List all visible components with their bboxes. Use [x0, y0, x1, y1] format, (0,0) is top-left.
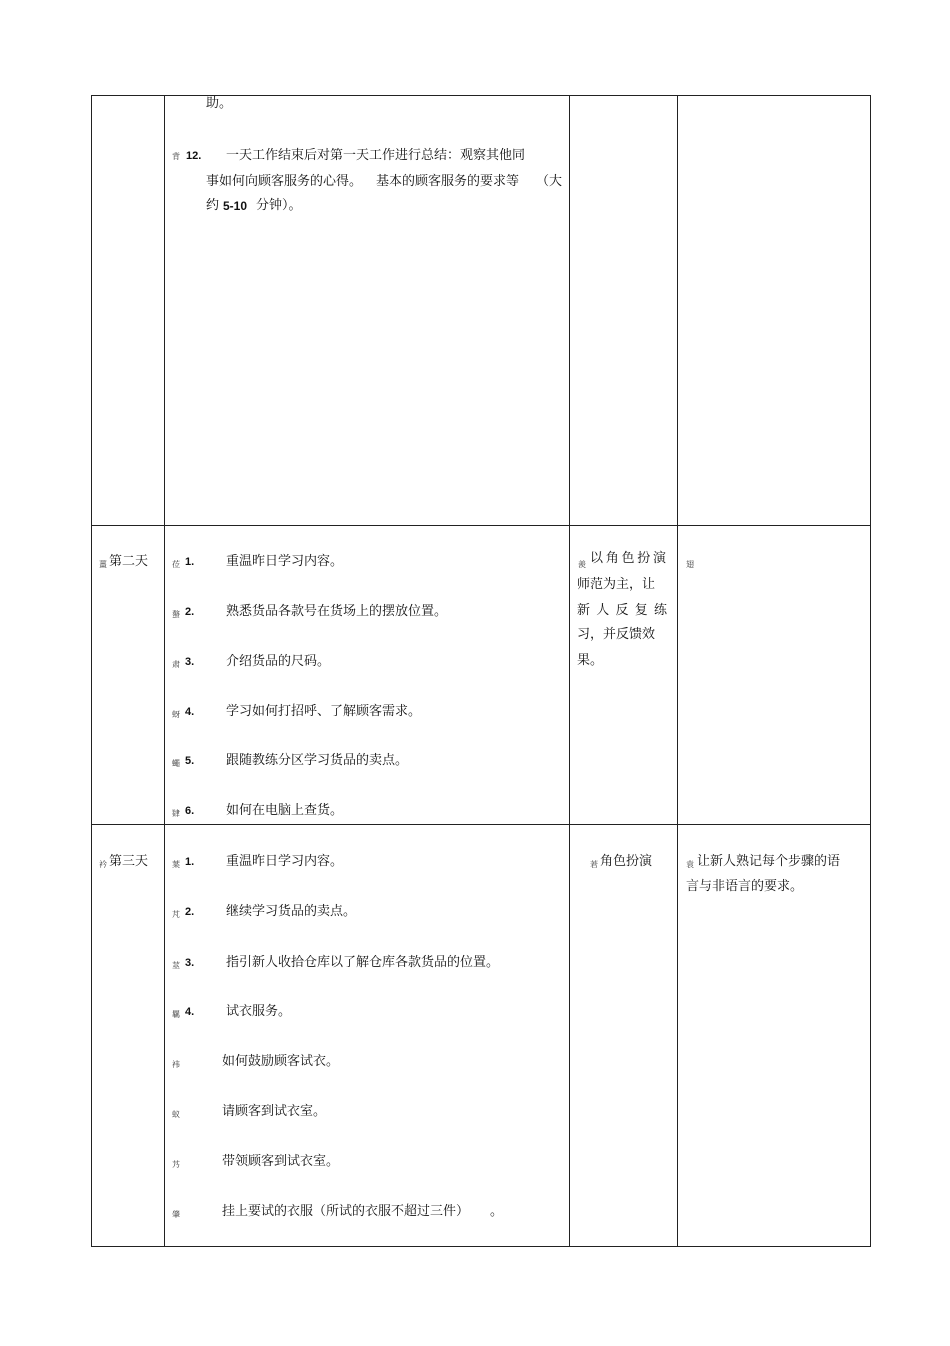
method-line: 果。: [577, 653, 604, 668]
item-number: 1.: [185, 856, 195, 868]
method-marker: 羨: [578, 560, 586, 569]
item-text: 重温昨日学习内容。: [226, 554, 344, 569]
item-marker: 芃: [172, 910, 180, 919]
continued-text: 助。: [206, 96, 233, 111]
item-12-line-1: 一天工作结束后对第一天工作进行总结：观察其他同: [226, 148, 526, 163]
item-12-line-2b: 基本的顾客服务的要求等: [376, 174, 520, 189]
subitem-text: 挂上要试的衣服（所试的衣服不超过三件）: [222, 1204, 470, 1219]
item-text: 熟悉货品各款号在货场上的摆放位置。: [226, 604, 448, 619]
note-marker: 翅: [686, 560, 694, 569]
item-text: 跟随教练分区学习货品的卖点。: [226, 753, 409, 768]
item-12-line-3b: 5-10: [223, 199, 248, 213]
item-number: 6.: [185, 805, 195, 817]
subitem-text: 带领顾客到试衣室。: [222, 1154, 340, 1169]
item-marker: 肃: [172, 660, 180, 669]
item-number: 2.: [185, 606, 195, 618]
table-border-bottom: [91, 1246, 871, 1247]
item-number: 3.: [185, 656, 195, 668]
item-12-line-2a: 事如何向顾客服务的心得。: [206, 174, 363, 189]
method-marker: 莙: [590, 860, 598, 869]
item-marker: 蚜: [172, 710, 180, 719]
item-text: 如何在电脑上查货。: [226, 803, 344, 818]
subitem-marker: 袆: [172, 1060, 180, 1069]
column-divider-1: [164, 95, 165, 1247]
item-number: 3.: [185, 957, 195, 969]
subitem-tail: 。: [490, 1204, 504, 1219]
item-marker: 肄: [172, 809, 180, 818]
subitem-text: 如何鼓励顾客试衣。: [222, 1054, 340, 1069]
method-line: 师范为主，让: [577, 577, 656, 592]
item-marker: 羈: [172, 1010, 180, 1019]
item-number: 5.: [185, 755, 195, 767]
item-text: 重温昨日学习内容。: [226, 854, 344, 869]
day-marker: 薑: [99, 560, 107, 569]
item-marker: 葉: [172, 860, 180, 869]
item-text: 介绍货品的尺码。: [226, 654, 331, 669]
table-border-left: [91, 95, 92, 1247]
column-divider-3: [677, 95, 678, 1247]
item-number: 12.: [186, 150, 202, 162]
note-line-1: 让新人熟记每个步骤的语: [697, 854, 841, 869]
method-text: 角色扮演: [600, 854, 653, 869]
item-number: 4.: [185, 706, 195, 718]
item-number: 4.: [185, 1006, 195, 1018]
subitem-marker: 蚁: [172, 1110, 180, 1119]
table-border-right: [870, 95, 871, 1247]
item-text: 继续学习货品的卖点。: [226, 904, 357, 919]
item-marker: 莁: [172, 961, 180, 970]
row-divider-1: [91, 525, 871, 526]
note-marker: 袁: [686, 860, 694, 869]
item-12-line-3c: 分钟）。: [256, 198, 302, 213]
item-text: 指引新人收拾仓库以了解仓库各款货品的位置。: [226, 955, 500, 970]
note-line-2: 言与非语言的要求。: [686, 879, 804, 894]
method-line: 以角色扮演: [590, 551, 666, 566]
item-number: 2.: [185, 906, 195, 918]
column-divider-2: [569, 95, 570, 1247]
day-marker: 衿: [99, 860, 107, 869]
item-marker: 蠅: [172, 759, 180, 768]
item-number: 1.: [185, 556, 195, 568]
item-text: 学习如何打招呼、了解顾客需求。: [226, 704, 422, 719]
item-marker: 莅: [172, 560, 180, 569]
item-12-line-2c: （大: [536, 174, 563, 189]
subitem-marker: 艿: [172, 1160, 180, 1169]
day-label: 第三天: [109, 854, 149, 869]
method-line: 习，并反馈效: [577, 627, 656, 642]
subitem-marker: 肇: [172, 1210, 180, 1219]
item-marker: 螯: [172, 610, 180, 619]
item-text: 试衣服务。: [226, 1004, 292, 1019]
item-12-line-3a: 约: [206, 198, 220, 213]
item-marker: 背: [172, 152, 180, 161]
subitem-text: 请顾客到试衣室。: [222, 1104, 327, 1119]
row-divider-2: [91, 824, 871, 825]
day-label: 第二天: [109, 554, 149, 569]
method-line: 新人反复练: [577, 603, 667, 618]
